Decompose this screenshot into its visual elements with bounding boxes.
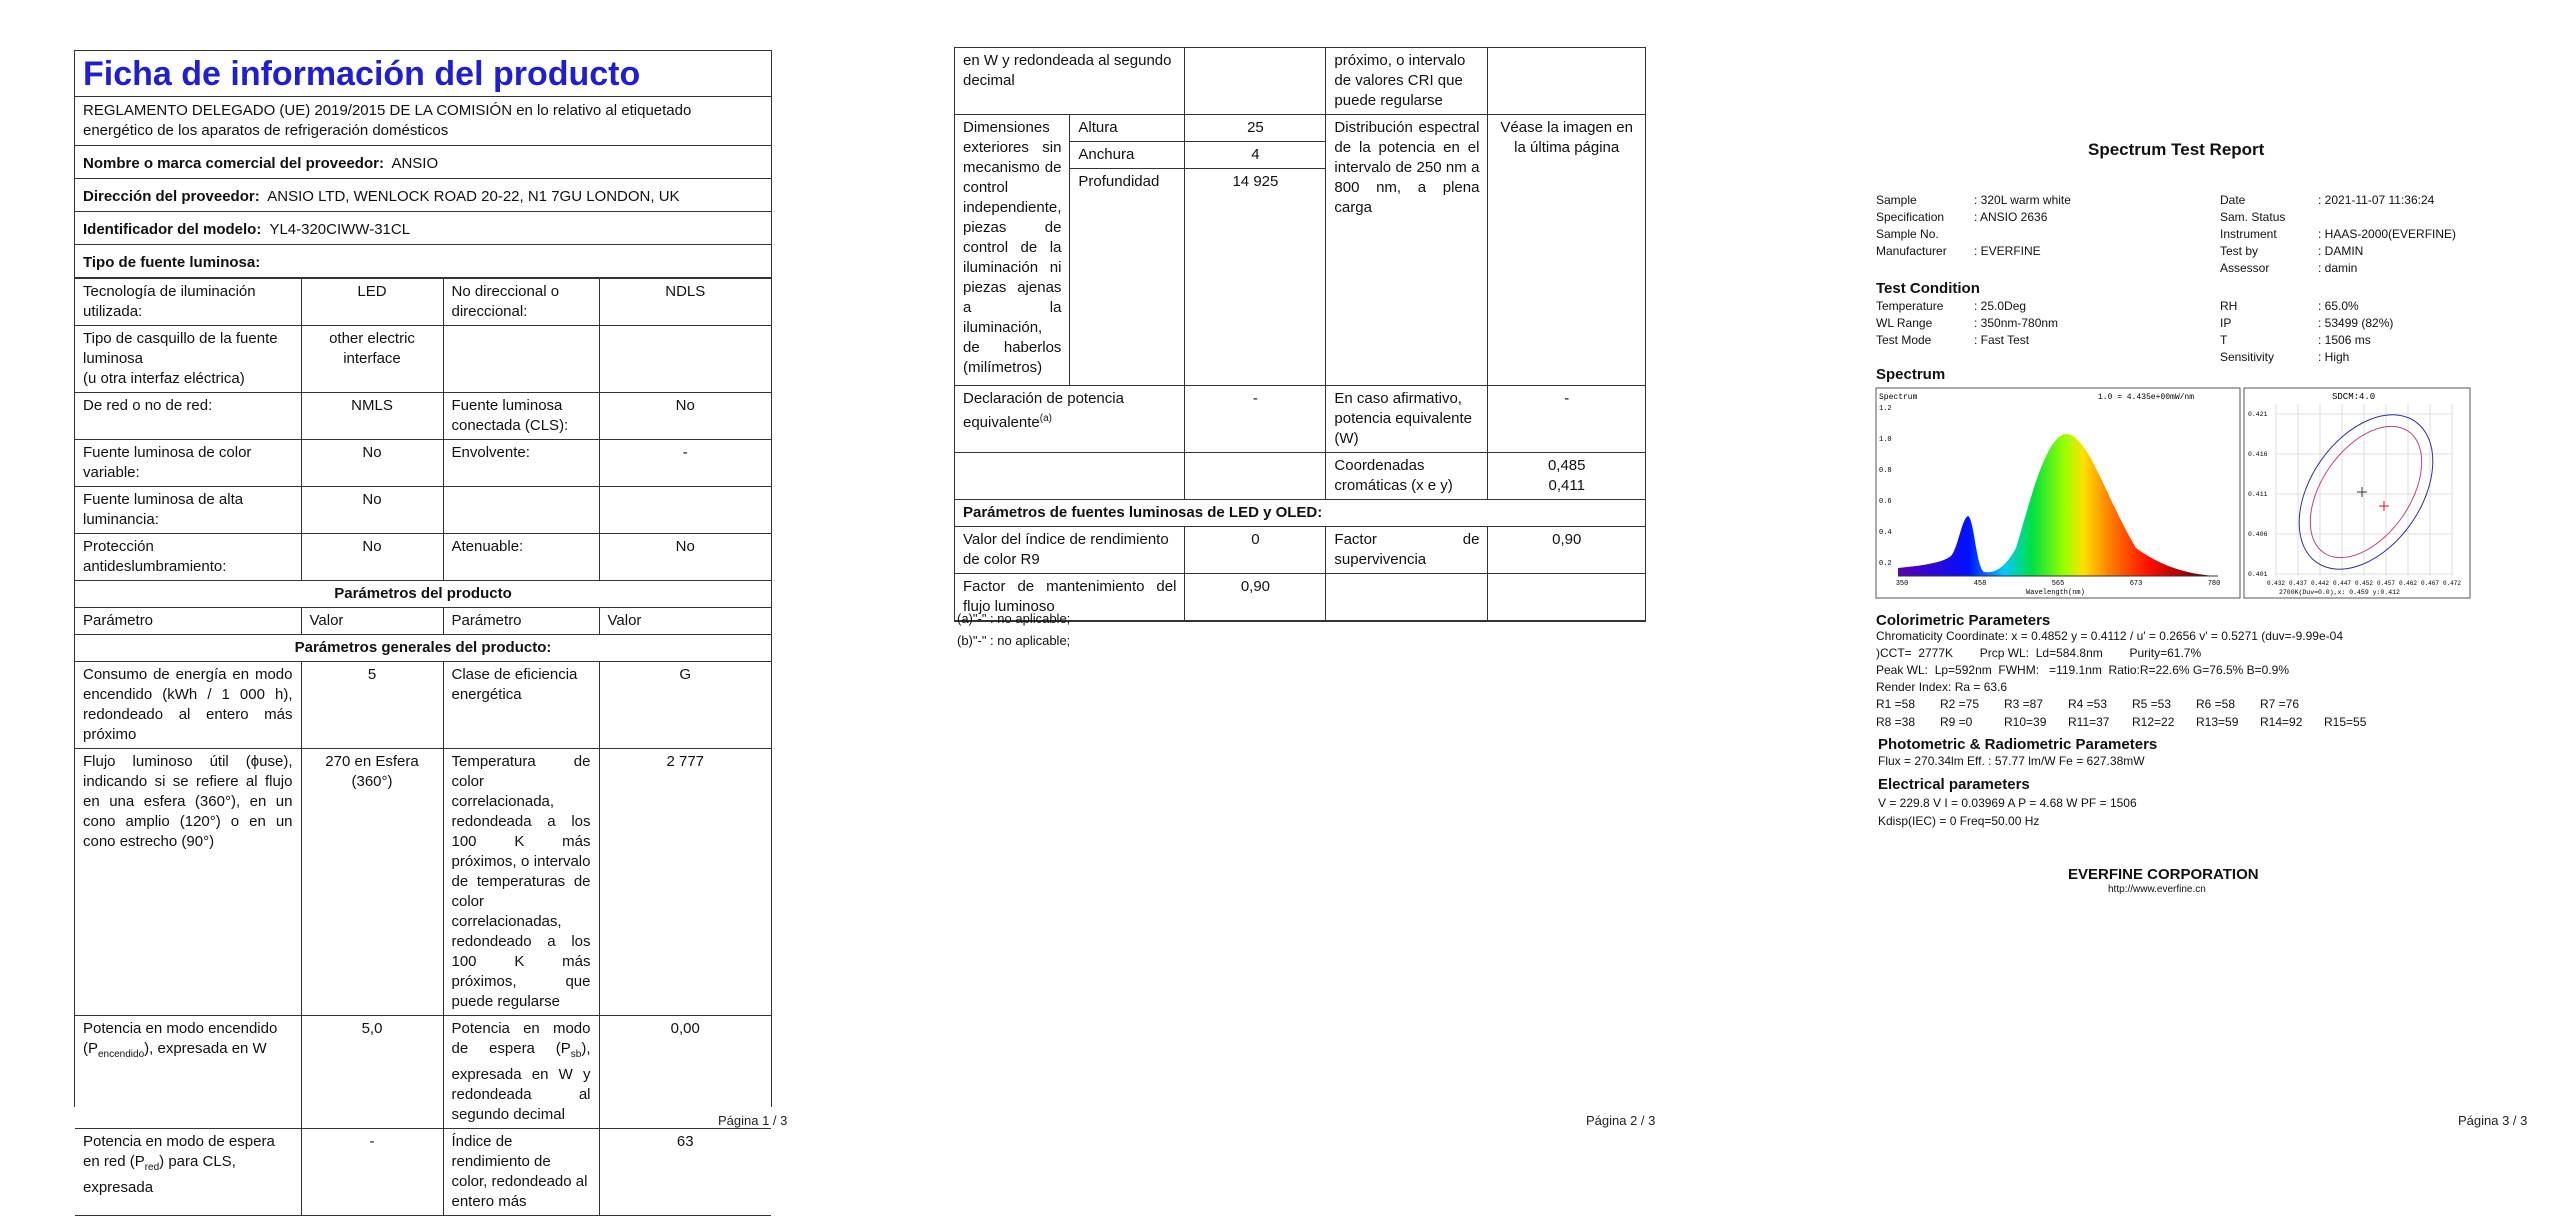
table-row [955, 500, 1645, 527]
table-cell: Fuente luminosa de color variable: [75, 440, 301, 487]
chroma-y: 0,411 [1548, 477, 1585, 494]
table-row [75, 662, 771, 749]
colorimetric-line: )CCT= 2777K Prcp WL: Ld=584.8nm Purity=61.7% [1876, 646, 2202, 660]
table-cell [75, 326, 301, 393]
table-header: Parámetro [75, 608, 301, 635]
kv-row [2220, 349, 2540, 366]
table-row [75, 326, 771, 393]
kv-key: RH [2220, 299, 2238, 313]
table-row [955, 115, 1645, 142]
kv-key: Date [2220, 193, 2246, 207]
table-cell: Véase la imagen en la última página [1488, 115, 1645, 386]
cie-label: SDCM:4.0 [2332, 392, 2376, 402]
electrical-line-1: V = 229.8 V I = 0.03969 A P = 4.68 W PF = 1506 [1878, 796, 2137, 810]
table-cell: other electric interface [301, 326, 443, 393]
table-cell [443, 487, 599, 534]
table-cell: Altura [1070, 115, 1185, 142]
text: Declaración de potencia equivalente [963, 390, 1124, 431]
tick-label: 0.416 [2248, 451, 2268, 458]
tick-label: 0.406 [2248, 531, 2268, 538]
kv-value: : 25.0Deg [1974, 299, 2027, 313]
tick-label: 1.0 [1879, 436, 1892, 444]
table-cell: Envolvente: [443, 440, 599, 487]
colorimetric-line: Chromaticity Coordinate: x = 0.4852 y = 0.4112 / u' = 0.2656 v' = 0.5271 (duv=-9.99e-04 [1876, 629, 2343, 643]
table-header: Valor [301, 608, 443, 635]
kv-row [1876, 243, 2196, 260]
render-index-value: R8 =38 [1876, 715, 1916, 729]
table-row [75, 1016, 771, 1129]
table-cell: En caso afirmativo, potencia equivalente (W) [1326, 386, 1488, 453]
kv-row [1876, 209, 2196, 226]
regulation-text: REGLAMENTO DELEGADO (UE) 2019/2015 DE LA COMISIÓN en lo relativo al etiquetado energético de los aparatos de refrigeración domésticos [75, 97, 771, 146]
table-cell: Clase de eficiencia energética [443, 662, 599, 749]
model-row [75, 212, 771, 245]
supplier-row [75, 146, 771, 179]
table-cell [1185, 48, 1326, 115]
table-cell: No direccional o direccional: [443, 279, 599, 326]
table-cell: 0 [1185, 527, 1326, 574]
table-cell: LED [301, 279, 443, 326]
table-cell [1488, 453, 1645, 500]
kv-key: Sample No. [1876, 227, 1939, 241]
led-title: Parámetros de fuentes luminosas de LED y OLED: [955, 500, 1645, 527]
address-label: Dirección del proveedor: [83, 188, 260, 205]
kv-row [1876, 192, 2196, 209]
table-row [75, 393, 771, 440]
colorimetric-heading: Colorimetric Parameters [1876, 612, 2051, 629]
table-cell: Tecnología de iluminación utilizada: [75, 279, 301, 326]
table-header: Parámetro [443, 608, 599, 635]
table-cell: 5 [301, 662, 443, 749]
table-row [75, 487, 771, 534]
table-row [75, 749, 771, 1016]
kv-value: : 65.0% [2318, 299, 2359, 313]
tick-label: 458 [1973, 580, 1987, 588]
kv-value: : ANSIO 2636 [1974, 210, 2048, 224]
kv-key: Test Mode [1876, 333, 1932, 347]
tick-label: 0.8 [1879, 467, 1892, 475]
spectrum-heading: Spectrum [1876, 366, 1946, 383]
table-cell [599, 326, 771, 393]
tick-label: 0.437 [2288, 580, 2308, 587]
page-1 [0, 0, 853, 1210]
table-cell: No [301, 487, 443, 534]
tick-label: 0.462 [2398, 580, 2418, 587]
table-row [75, 1129, 771, 1216]
params-title: Parámetros del producto [75, 581, 771, 608]
page-number: Página 1 / 3 [718, 1113, 788, 1128]
tick-label: 0.411 [2248, 491, 2268, 498]
cie-x-ticks [2267, 580, 2461, 587]
page-2 [853, 0, 1706, 1180]
kv-value: : 320L warm white [1974, 193, 2071, 207]
table-cell: 25 [1185, 115, 1326, 142]
table-cell: Fuente luminosa de alta luminancia: [75, 487, 301, 534]
render-index-value: R9 =0 [1940, 715, 1973, 729]
tick-label: 1.2 [1879, 405, 1892, 413]
kv-value: : Fast Test [1974, 333, 2030, 347]
table-cell: 63 [599, 1129, 771, 1216]
table-cell: 0,90 [1488, 527, 1645, 574]
render-index-value: R12=22 [2132, 715, 2175, 729]
tick-label: 0.421 [2248, 411, 2268, 418]
table-cell: Coordenadas cromáticas (x e y) [1326, 453, 1488, 500]
test-condition-left [1876, 298, 2196, 349]
chart-scale: 1.0 = 4.435e+00mW/nm [2098, 393, 2195, 402]
table-cell: Anchura [1070, 142, 1185, 169]
photometric-line: Flux = 270.34lm Eff. : 57.77 lm/W Fe = 627.38mW [1878, 754, 2145, 768]
table-cell [443, 1016, 599, 1129]
model-label: Identificador del modelo: [83, 221, 262, 238]
chart-label: Spectrum [1879, 393, 1918, 402]
tick-label: 0.452 [2354, 580, 2374, 587]
kv-value: : damin [2318, 261, 2358, 275]
table-cell: De red o no de red: [75, 393, 301, 440]
footnotes [957, 608, 1070, 652]
table-cell: No [599, 393, 771, 440]
kv-row [2220, 315, 2540, 332]
report-title: Spectrum Test Report [2088, 140, 2265, 159]
kv-key: Manufacturer [1876, 244, 1947, 258]
table-cell: Profundidad [1070, 169, 1185, 386]
params-table-cont [955, 47, 1645, 621]
render-index-row-2 [1876, 714, 2388, 731]
table-cell: próximo, o intervalo de valores CRI que puede regularse [1326, 48, 1488, 115]
table-cell: Factor de supervivencia [1326, 527, 1488, 574]
table-cell [75, 1016, 301, 1129]
table-cell: - [599, 440, 771, 487]
kv-key: WL Range [1876, 316, 1933, 330]
text: Potencia en modo encendido (P [83, 1020, 278, 1057]
table-cell: 0,00 [599, 1016, 771, 1129]
table-cell: G [599, 662, 771, 749]
kv-key: Sample [1876, 193, 1917, 207]
tick-label: 0.401 [2248, 571, 2268, 578]
kv-row [1876, 226, 2196, 243]
corp-name: EVERFINE CORPORATION [2068, 866, 2259, 883]
table-row [75, 534, 771, 581]
page-number: Página 2 / 3 [1586, 1113, 1656, 1128]
general-title: Parámetros generales del producto: [75, 635, 771, 662]
table-cell: 2 777 [599, 749, 771, 1016]
table-cell: - [1185, 386, 1326, 453]
table-row [75, 279, 771, 326]
table-row [955, 453, 1645, 500]
kv-value: : 1506 ms [2318, 333, 2371, 347]
kv-key: Sam. Status [2220, 210, 2286, 224]
table-row [75, 608, 771, 635]
render-index-value: R1 =58 [1876, 697, 1916, 711]
table-cell: 270 en Esfera (360°) [301, 749, 443, 1016]
tick-label: 0.442 [2310, 580, 2330, 587]
kv-row [2220, 226, 2540, 243]
kv-row [1876, 315, 2196, 332]
tick-label: 0.2 [1879, 560, 1892, 568]
electrical-line-2: Kdisp(IEC) = 0 Freq=50.00 Hz [1878, 814, 2040, 828]
render-index-value: R11=37 [2068, 715, 2110, 729]
kv-key: Specification [1876, 210, 1945, 224]
date-info [2220, 192, 2540, 277]
source-type-row [75, 245, 771, 278]
table-cell: Atenuable: [443, 534, 599, 581]
table-cell [75, 1129, 301, 1216]
kv-key: Assessor [2220, 261, 2270, 275]
kv-row [2220, 243, 2540, 260]
table-cell: Dimensiones exteriores sin mecanismo de control independiente, piezas de control de la iluminación ni piezas ajenas a la iluminación, de haberlos (milímetros) [955, 115, 1070, 386]
render-index-value: R5 =53 [2132, 697, 2172, 711]
render-index-value: R14=92 [2260, 715, 2303, 729]
render-index-value: R2 =75 [1940, 697, 1980, 711]
electrical-heading: Electrical parameters [1878, 776, 2030, 793]
model-value: YL4-320CIWW-31CL [269, 221, 411, 238]
table-cell: Flujo luminoso útil (ϕuse), indicando si se refiere al flujo en una esfera (360°), en un cono amplio (120°) o en un cono estrecho (90°) [75, 749, 301, 1016]
render-index-value: R3 =87 [2004, 697, 2044, 711]
table-cell: Fuente luminosa conectada (CLS): [443, 393, 599, 440]
colorimetric-lines [1876, 628, 2343, 696]
continued-table [954, 47, 1646, 622]
tick-label: 673 [2129, 580, 2143, 588]
text: Potencia en modo de espera en red (P [83, 1133, 275, 1170]
table-cell: Consumo de energía en modo encendido (kWh / 1 000 h), redondeado al entero más próximo [75, 662, 301, 749]
superscript: (a) [1039, 413, 1052, 424]
table-cell: NMLS [301, 393, 443, 440]
table-cell: - [1488, 386, 1645, 453]
table-cell: Protección antideslumbramiento: [75, 534, 301, 581]
subscript: sb [570, 1049, 582, 1060]
kv-row [1876, 298, 2196, 315]
sample-info [1876, 192, 2196, 260]
colorimetric-line: Peak WL: Lp=592nm FWHM: =119.1nm Ratio:R=22.6% G=76.5% B=0.9% [1876, 663, 2289, 677]
chroma-x: 0,485 [1547, 457, 1586, 474]
table-cell: Temperatura de color correlacionada, redondeada a los 100 K más próximos, o intervalo de temperaturas de color correlacionadas, redondeado a los 100 K más próximos, que puede regularse [443, 749, 599, 1016]
table-header: Valor [599, 608, 771, 635]
kv-value: : 53499 (82%) [2318, 316, 2394, 330]
sheet-title: Ficha de información del producto [75, 51, 771, 97]
table-row [75, 581, 771, 608]
kv-key: Temperature [1876, 299, 1944, 313]
text: ) para CLS, expresada [83, 1153, 236, 1196]
table-row [955, 48, 1645, 115]
kv-value: : DAMIN [2318, 244, 2364, 258]
table-cell [1488, 48, 1645, 115]
footnote-a: (a)"-" : no aplicable; [957, 611, 1071, 626]
table-cell [955, 386, 1185, 453]
kv-value: : High [2318, 350, 2350, 364]
tick-label: 0.457 [2376, 580, 2396, 587]
table-cell [1185, 453, 1326, 500]
kv-key: Sensitivity [2220, 350, 2275, 364]
table-row [955, 527, 1645, 574]
kv-key: IP [2220, 316, 2232, 330]
render-index-value: R10=39 [2004, 715, 2047, 729]
render-index-value: R15=55 [2324, 715, 2367, 729]
footnote-b: (b)"-" : no aplicable; [957, 633, 1071, 648]
table-cell: Distribución espectral de la potencia en el intervalo de 250 nm a 800 nm, a plena carga [1326, 115, 1488, 386]
table-cell: 4 [1185, 142, 1326, 169]
address-value: ANSIO LTD, WENLOCK ROAD 20-22, N1 7GU LONDON, UK [267, 188, 680, 205]
tick-label: 0.4 [1879, 529, 1892, 537]
tick-label: 780 [2207, 580, 2221, 588]
table-cell: 5,0 [301, 1016, 443, 1129]
tick-label: 565 [2051, 580, 2065, 588]
text: Potencia en modo de espera (P [451, 1020, 591, 1057]
table-row [75, 440, 771, 487]
colorimetric-line: Render Index: Ra = 63.6 [1876, 680, 2008, 694]
kv-value: : 2021-11-07 11:36:24 [2318, 193, 2435, 207]
test-condition-heading: Test Condition [1876, 280, 1980, 297]
kv-row [2220, 192, 2540, 209]
text: ), expresada en W y redondeada al segundo decimal [451, 1040, 591, 1123]
render-index-row-1 [1876, 696, 2324, 713]
table-cell: 0,90 [1185, 574, 1326, 621]
kv-key: Instrument [2220, 227, 2277, 241]
subscript: red [144, 1162, 160, 1173]
kv-row [2220, 332, 2540, 349]
tick-label: 0.432 [2266, 580, 2286, 587]
table-cell: Valor del índice de rendimiento de color R9 [955, 527, 1185, 574]
spectrum-charts [1876, 388, 2472, 598]
x-axis-label: Wavelength(nm) [2026, 589, 2085, 597]
table-row [955, 386, 1645, 453]
kv-value: : 350nm-780nm [1974, 316, 2059, 330]
kv-key: Test by [2220, 244, 2259, 258]
table-cell: No [599, 534, 771, 581]
table-cell: NDLS [599, 279, 771, 326]
table-cell [955, 453, 1185, 500]
render-index-value: R13=59 [2196, 715, 2239, 729]
kv-row [2220, 260, 2540, 277]
table-row [75, 635, 771, 662]
table-cell: en W y redondeada al segundo decimal [955, 48, 1185, 115]
supplier-value: ANSIO [391, 155, 439, 172]
table-cell: No [301, 534, 443, 581]
table-cell: 14 925 [1185, 169, 1326, 386]
page-number: Página 3 / 3 [2458, 1113, 2528, 1128]
kv-row [1876, 332, 2196, 349]
supplier-label: Nombre o marca comercial del proveedor: [83, 155, 384, 172]
table-cell [443, 326, 599, 393]
tick-label: 0.472 [2442, 580, 2462, 587]
table-cell: No [301, 440, 443, 487]
kv-key: T [2220, 333, 2228, 347]
table-cell: - [301, 1129, 443, 1216]
page-3 [1706, 0, 2560, 1180]
kv-row [2220, 298, 2540, 315]
subscript: encendido [98, 1049, 145, 1060]
cie-caption: 2700K(Duv=0.0),x: 0.459 y:0.412 [2279, 589, 2400, 596]
source-table [75, 278, 771, 1216]
corp-url: http://www.everfine.cn [2108, 884, 2206, 895]
photometric-heading: Photometric & Radiometric Parameters [1878, 736, 2158, 753]
kv-value: : EVERFINE [1974, 244, 2041, 258]
render-index-value: R7 =76 [2260, 697, 2300, 711]
table-cell: Índice de rendimiento de color, redondeado al entero más [443, 1129, 599, 1216]
tick-label: 0.447 [2332, 580, 2352, 587]
table-cell: Factor de mantenimiento del flujo luminoso [955, 574, 1185, 621]
tick-label: 350 [1895, 580, 1909, 588]
kv-value: : HAAS-2000(EVERFINE) [2318, 227, 2457, 241]
address-row [75, 179, 771, 212]
source-type-label: Tipo de fuente luminosa: [83, 254, 261, 271]
render-index-value: R6 =58 [2196, 697, 2236, 711]
tick-label: 0.6 [1879, 498, 1892, 506]
cap-label: Tipo de casquillo de la fuente luminosa [83, 330, 278, 367]
text: ), expresada en W [144, 1040, 267, 1057]
table-cell [1488, 574, 1645, 621]
table-cell [599, 487, 771, 534]
cap-label-note: (u otra interfaz eléctrica) [83, 370, 245, 387]
table-cell [1326, 574, 1488, 621]
test-condition-right [2220, 298, 2540, 366]
render-index-value: R4 =53 [2068, 697, 2108, 711]
kv-row [2220, 209, 2540, 226]
tick-label: 0.467 [2420, 580, 2440, 587]
